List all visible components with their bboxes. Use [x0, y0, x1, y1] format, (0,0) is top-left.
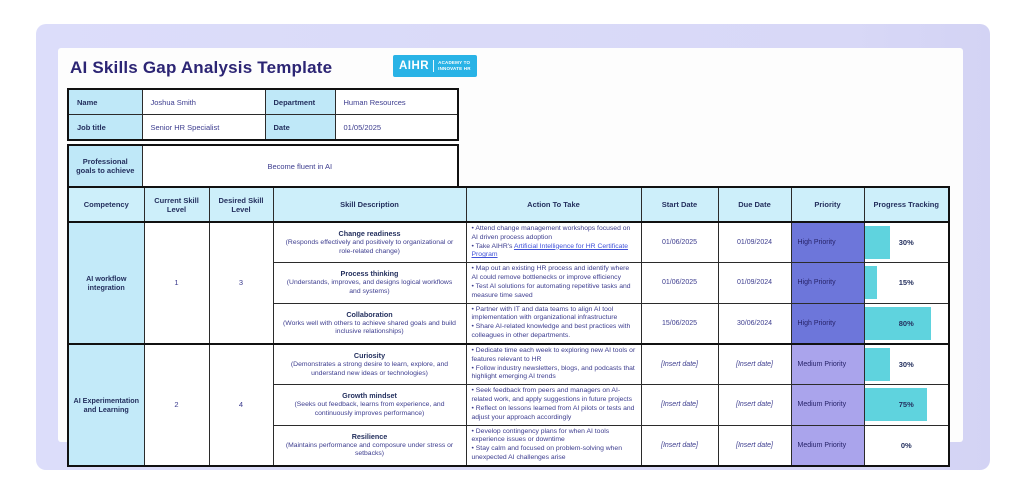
action-item: • Stay calm and focused on problem-solving when unexpected AI challenges arise	[471, 445, 622, 462]
skill-description-cell	[273, 263, 466, 303]
desired-skill-level-cell: 4	[209, 344, 273, 466]
progress-tracking-cell	[864, 385, 949, 425]
progress-tracking-cell	[864, 263, 949, 303]
skill-description-cell	[273, 222, 466, 263]
due-date-cell: [Insert date]	[718, 344, 791, 385]
priority-badge: Medium Priority	[791, 425, 864, 466]
progress-bar-track	[865, 429, 949, 462]
action-to-take-cell	[466, 385, 641, 425]
skill-description-cell	[273, 303, 466, 344]
progress-percentage: 30%	[898, 360, 914, 370]
skill-description-cell	[273, 385, 466, 425]
column-header-priority: Priority	[791, 187, 864, 222]
priority-badge: High Priority	[791, 263, 864, 303]
column-header-start-date: Start Date	[641, 187, 718, 222]
skill-name: Process thinking	[340, 269, 399, 279]
skill-detail: (Maintains performance and composure under stress or setbacks)	[285, 441, 454, 458]
progress-bar-track	[865, 266, 949, 299]
action-item: • Take AIHR's Artificial Intelligence for HR Certificate Program	[471, 242, 629, 259]
skill-row-curiosity	[68, 344, 949, 385]
skill-row-change-readiness	[68, 222, 949, 263]
progress-bar-track	[865, 388, 949, 421]
profile-row	[68, 115, 458, 141]
desired-skill-level-cell: 3	[209, 222, 273, 344]
start-date-cell: 01/06/2025	[641, 222, 718, 263]
start-date-cell: 01/06/2025	[641, 263, 718, 303]
due-date-cell: 01/09/2024	[718, 263, 791, 303]
column-header-desired-skill-level: Desired Skill Level	[209, 187, 273, 222]
column-header-due-date: Due Date	[718, 187, 791, 222]
aihr-logo-divider	[433, 60, 434, 72]
due-date-cell: [Insert date]	[718, 425, 791, 466]
date-value: 01/05/2025	[335, 115, 458, 141]
skill-detail: (Demonstrates a strong desire to learn, explore, and understand new ideas or technologies)	[290, 361, 449, 377]
progress-percentage: 0%	[900, 440, 912, 450]
action-item: • Attend change management workshops focused on AI driven process adoption	[471, 225, 631, 241]
action-to-take-cell	[466, 222, 641, 263]
action-item: • Develop contingency plans for when AI tools experience issues or downtime	[471, 427, 610, 444]
action-item: • Follow industry newsletters, blogs, and podcasts that highlight emerging AI trends	[471, 364, 635, 381]
column-header-competency: Competency	[68, 187, 144, 222]
action-to-take-cell	[466, 303, 641, 344]
progress-bar-fill	[865, 226, 890, 259]
current-skill-level-cell: 2	[144, 344, 209, 466]
skill-name: Change readiness	[338, 229, 401, 239]
column-header-progress-tracking: Progress Tracking	[864, 187, 949, 222]
action-to-take-cell	[466, 263, 641, 303]
aihr-tagline-line2: INNOVATE HR	[438, 66, 471, 71]
department-value: Human Resources	[335, 89, 458, 115]
profile-table	[67, 88, 459, 141]
due-date-cell: 30/06/2024	[718, 303, 791, 344]
name-value: Joshua Smith	[142, 89, 265, 115]
aihr-logo-tagline	[438, 60, 471, 72]
action-item: • Partner with IT and data teams to align AI tool implementation with organizational infrastructure	[471, 305, 618, 322]
department-label: Department	[265, 89, 335, 115]
date-label: Date	[265, 115, 335, 141]
priority-badge: High Priority	[791, 303, 864, 344]
progress-bar-track	[865, 226, 949, 259]
start-date-cell: [Insert date]	[641, 425, 718, 466]
action-item: • Seek feedback from peers and managers on AI-related work, and apply suggestions in future projects	[471, 387, 633, 404]
goals-label: Professional goals to achieve	[68, 145, 142, 187]
progress-bar-track	[865, 307, 949, 340]
progress-tracking-cell	[864, 222, 949, 263]
progress-bar-fill	[865, 348, 890, 381]
column-header-skill-description: Skill Description	[273, 187, 466, 222]
action-item: • Map out an existing HR process and identify where AI could remove bottlenecks or improve efficiency	[471, 265, 630, 282]
skills-header-row	[68, 187, 949, 222]
start-date-cell: 15/06/2025	[641, 303, 718, 344]
column-header-current-skill-level: Current Skill Level	[144, 187, 209, 222]
start-date-cell: [Insert date]	[641, 385, 718, 425]
current-skill-level-cell: 1	[144, 222, 209, 344]
due-date-cell: [Insert date]	[718, 385, 791, 425]
skill-description-cell	[273, 425, 466, 466]
goals-value: Become fluent in AI	[142, 145, 458, 187]
competency-cell-ai-experimentation-and-learning: AI Experimentation and Learning	[68, 344, 144, 466]
start-date-cell: [Insert date]	[641, 344, 718, 385]
progress-percentage: 75%	[898, 400, 914, 410]
lavender-background-panel	[36, 24, 990, 470]
goals-row	[68, 145, 458, 187]
skills-gap-table	[67, 186, 950, 467]
template-card	[58, 48, 963, 462]
progress-percentage: 30%	[898, 238, 914, 248]
name-label: Name	[68, 89, 142, 115]
progress-percentage: 80%	[898, 318, 914, 328]
priority-badge: Medium Priority	[791, 385, 864, 425]
action-item: • Test AI solutions for automating repetitive tasks and measure time saved	[471, 282, 631, 299]
action-item: • Reflect on lessons learned from AI pilots or tests and adjust your approach accordingly	[471, 404, 635, 421]
due-date-cell: 01/09/2024	[718, 222, 791, 263]
aihr-logo-text: AIHR	[399, 60, 430, 72]
profile-row	[68, 89, 458, 115]
skill-detail: (Understands, improves, and designs logical workflows and systems)	[286, 279, 453, 295]
skill-description-cell	[273, 344, 466, 385]
progress-tracking-cell	[864, 425, 949, 466]
skill-detail: (Seeks out feedback, learns from experience, and continuously improves performance)	[294, 401, 445, 417]
skill-name: Resilience	[351, 431, 388, 441]
priority-badge: Medium Priority	[791, 344, 864, 385]
progress-bar-fill	[865, 388, 928, 421]
skill-name: Curiosity	[353, 351, 386, 361]
skill-detail: (Responds effectively and positively to organizational or role-related change)	[285, 239, 454, 255]
skill-detail: (Works well with others to achieve shared goals and build inclusive relationships)	[283, 319, 456, 336]
progress-bar-track	[865, 348, 949, 381]
certificate-program-link[interactable]: Artificial Intelligence for HR Certificate Program	[471, 242, 629, 259]
aihr-logo	[393, 55, 477, 77]
progress-percentage: 15%	[898, 278, 914, 288]
action-to-take-cell	[466, 425, 641, 466]
progress-tracking-cell	[864, 303, 949, 344]
skill-name: Growth mindset	[342, 391, 397, 401]
progress-bar-fill	[865, 266, 878, 299]
job-title-value: Senior HR Specialist	[142, 115, 265, 141]
competency-cell-ai-workflow-integration: AI workflow integration	[68, 222, 144, 344]
page-title: AI Skills Gap Analysis Template	[70, 58, 333, 77]
priority-badge: High Priority	[791, 222, 864, 263]
column-header-action-to-take: Action To Take	[466, 187, 641, 222]
goals-table	[67, 144, 459, 188]
action-item: • Dedicate time each week to exploring new AI tools or features relevant to HR	[471, 346, 636, 363]
action-item: • Share AI-related knowledge and best practices with colleagues in other departments.	[471, 323, 631, 340]
action-to-take-cell	[466, 344, 641, 385]
skill-name: Collaboration	[346, 309, 393, 319]
job-title-label: Job title	[68, 115, 142, 141]
aihr-tagline-line1: ACADEMY TO	[438, 60, 471, 66]
progress-tracking-cell	[864, 344, 949, 385]
